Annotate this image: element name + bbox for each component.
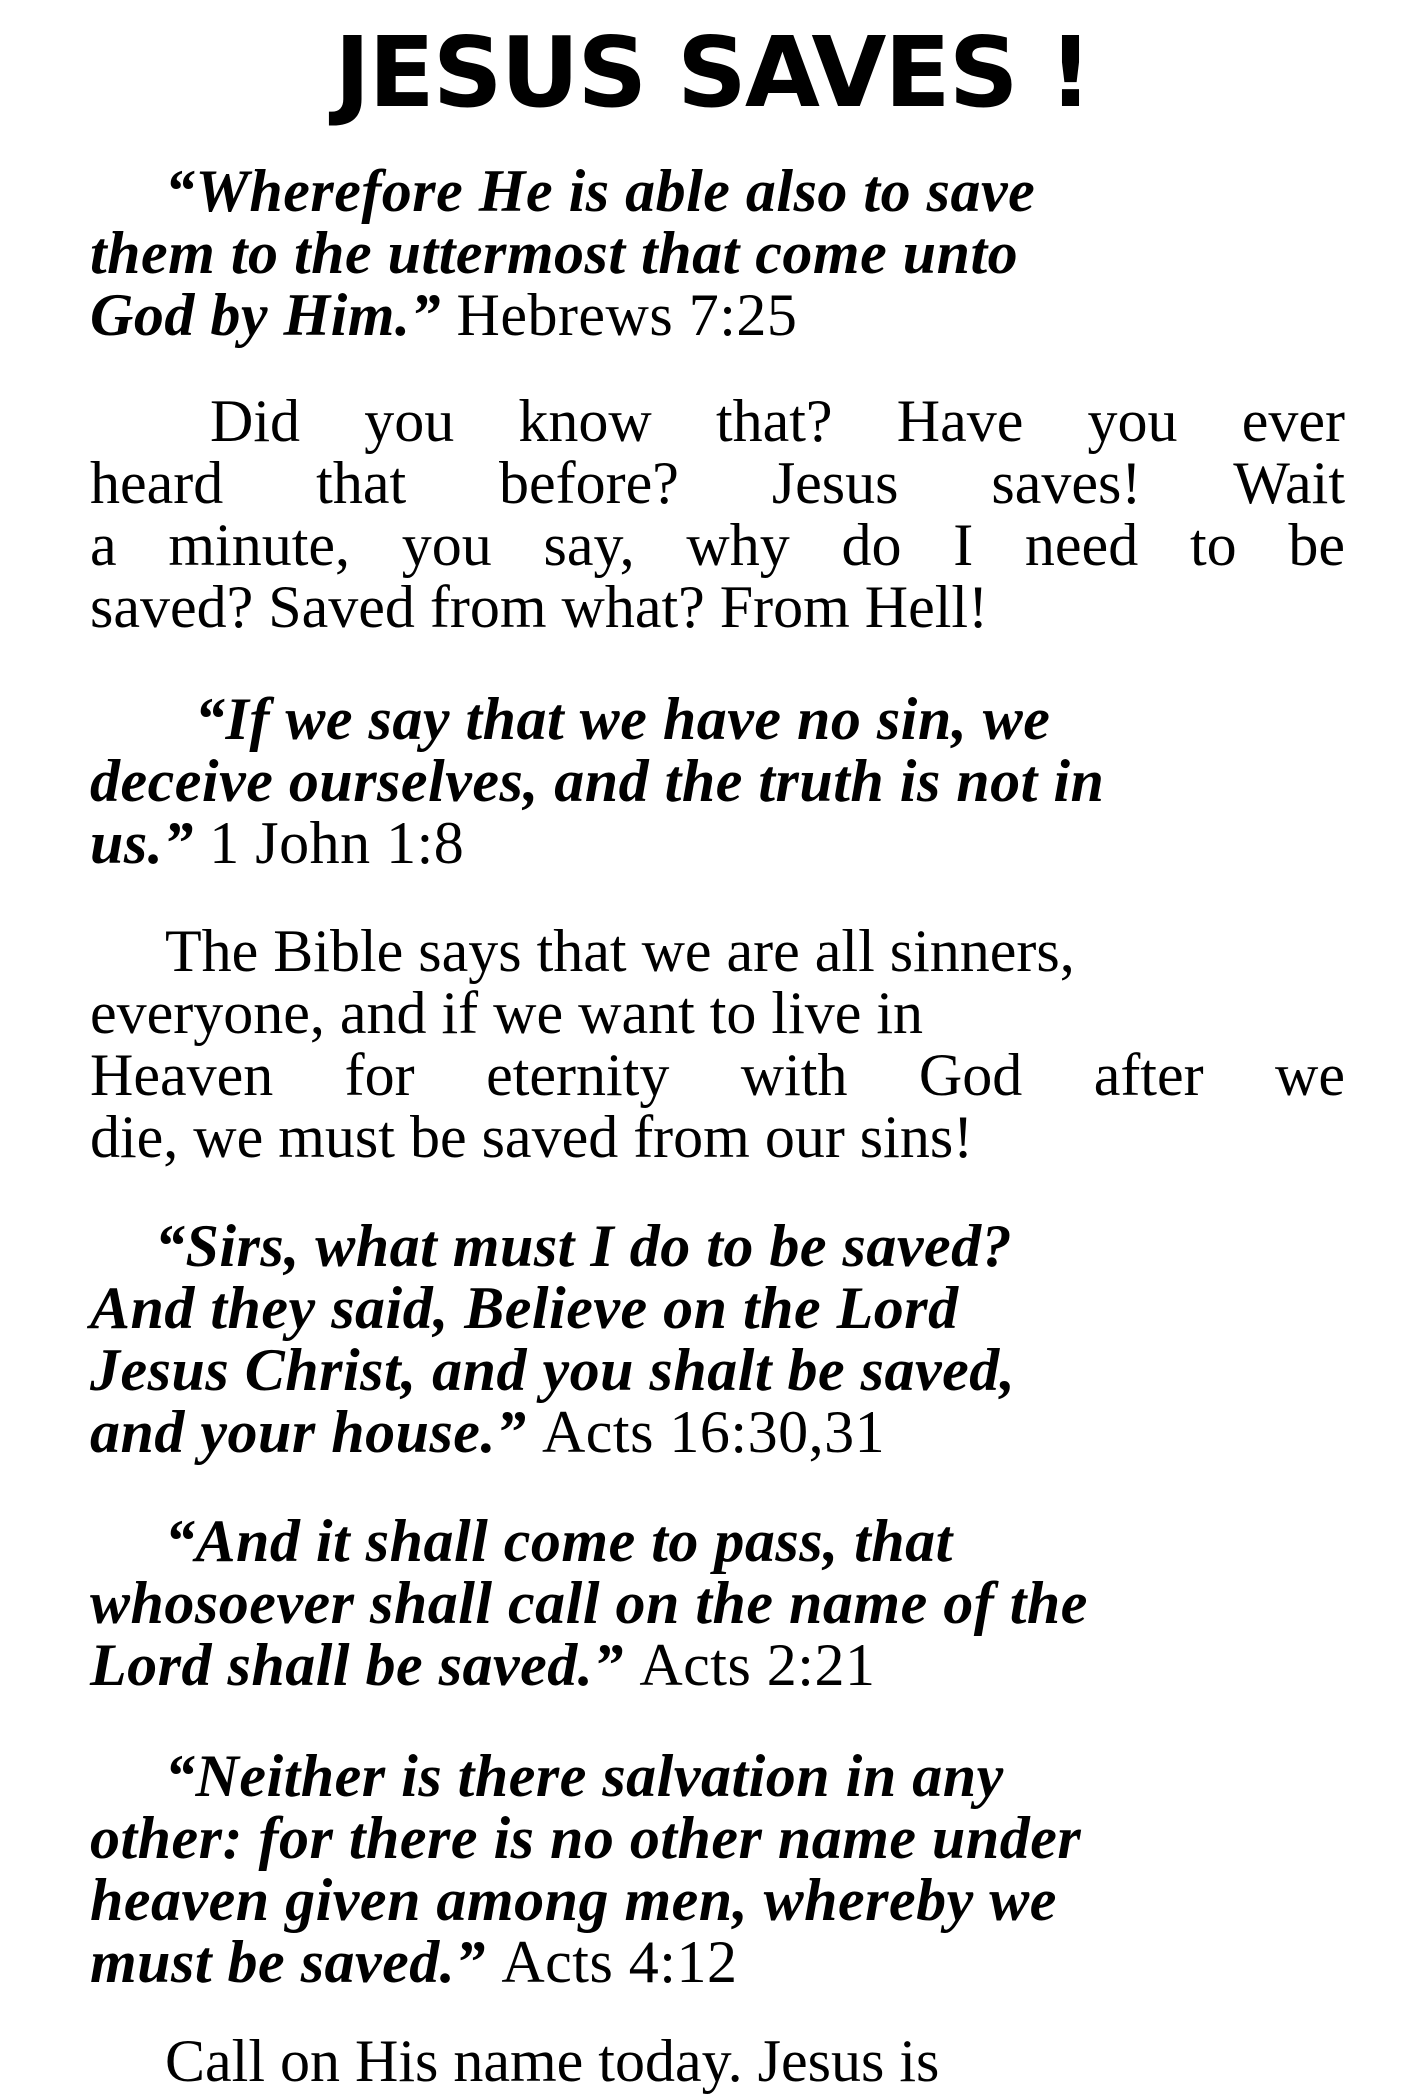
- verse-line: whosoever shall call on the name of the: [90, 1570, 1088, 1636]
- verse-line: and your house.”: [90, 1399, 527, 1465]
- verse-line: us.”: [90, 810, 194, 876]
- verse-1-john-1-8: [90, 688, 1345, 874]
- verse-reference: Acts 4:12: [501, 1929, 738, 1995]
- body-line: heard that before? Jesus saves! Wait: [90, 450, 1345, 516]
- verse-acts-4-12: [90, 1745, 1345, 1993]
- verse-line: And they said, Believe on the Lord: [90, 1275, 959, 1341]
- body-line: a minute, you say, why do I need to be: [90, 512, 1345, 578]
- verse-line: must be saved.”: [90, 1929, 486, 1995]
- verse-acts-16-30-31: [90, 1215, 1345, 1463]
- verse-line: “Neither is there salvation in any: [165, 1743, 1004, 1809]
- body-line: Heaven for eternity with God after we: [90, 1042, 1345, 1108]
- verse-line: “Sirs, what must I do to be saved?: [155, 1213, 1013, 1279]
- body-paragraph-2: [90, 920, 1345, 1168]
- verse-line: God by Him.”: [90, 282, 441, 348]
- verse-line: Lord shall be saved.”: [90, 1632, 624, 1698]
- verse-line: “If we say that we have no sin, we: [195, 686, 1051, 752]
- verse-reference: Acts 16:30,31: [541, 1399, 886, 1465]
- verse-line: deceive ourselves, and the truth is not in: [90, 748, 1105, 814]
- verse-reference: 1 John 1:8: [209, 810, 465, 876]
- verse-hebrews-7-25: [90, 160, 1345, 346]
- verse-line: “And it shall come to pass, that: [165, 1508, 953, 1574]
- body-paragraph-3: [90, 2030, 1345, 2092]
- verse-reference: Hebrews 7:25: [456, 282, 798, 348]
- body-line: die, we must be saved from our sins!: [90, 1104, 974, 1170]
- verse-line: heaven given among men, whereby we: [90, 1867, 1057, 1933]
- body-line: saved? Saved from what? From Hell!: [90, 574, 989, 640]
- body-line: Call on His name today. Jesus is: [165, 2028, 940, 2094]
- body-line: The Bible says that we are all sinners,: [165, 918, 1075, 984]
- verse-line: Jesus Christ, and you shalt be saved,: [90, 1337, 1016, 1403]
- verse-line: other: for there is no other name under: [90, 1805, 1082, 1871]
- body-line: Did you know that? Have you ever: [210, 388, 1345, 454]
- verse-line: “Wherefore He is able also to save: [165, 158, 1036, 224]
- verse-acts-2-21: [90, 1510, 1345, 1696]
- body-line: everyone, and if we want to live in: [90, 980, 924, 1046]
- verse-reference: Acts 2:21: [639, 1632, 876, 1698]
- verse-line: them to the uttermost that come unto: [90, 220, 1019, 286]
- body-paragraph-1: [90, 390, 1345, 638]
- page-title: JESUS SAVES !: [334, 16, 1091, 129]
